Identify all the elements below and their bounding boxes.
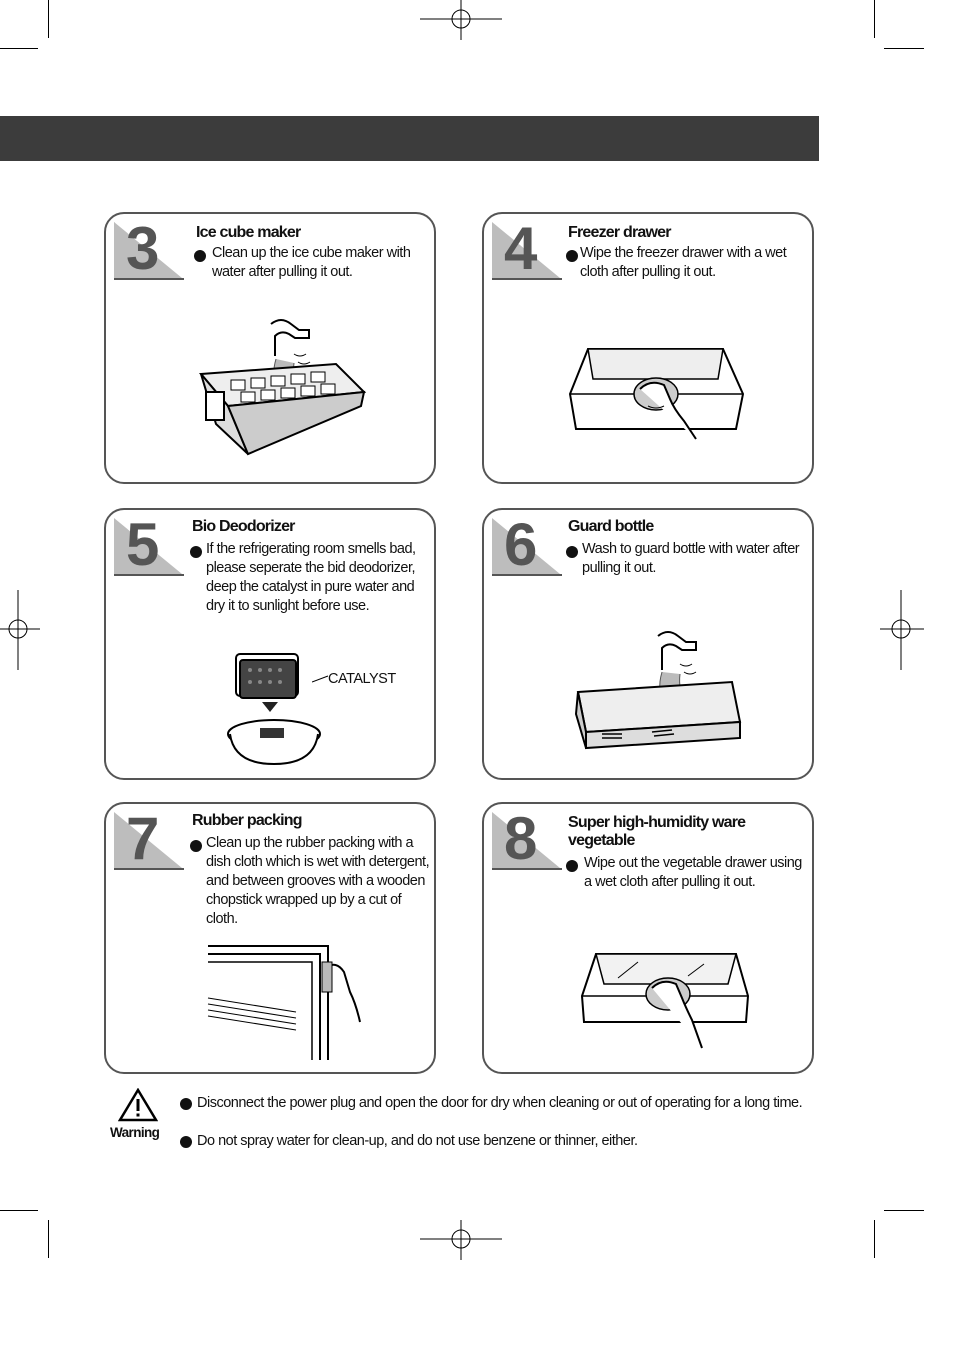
panel-text: Wash to guard bottle with water after pulling it out. bbox=[582, 541, 800, 576]
step-number: 4 bbox=[504, 215, 536, 282]
panel-text: Wipe the freezer drawer with a wet cloth after pulling it out. bbox=[580, 245, 787, 280]
registration-mark-top bbox=[420, 0, 502, 40]
bullet-icon bbox=[180, 1136, 192, 1148]
panel-text: Wipe out the vegetable drawer using a wet cloth after pulling it out. bbox=[584, 855, 802, 890]
panel-bio-deodorizer bbox=[104, 508, 436, 780]
step-number: 5 bbox=[126, 511, 158, 578]
step-number-block bbox=[492, 511, 562, 578]
catalyst-pointer bbox=[312, 674, 332, 684]
warning-icon bbox=[118, 1088, 158, 1122]
step-number: 6 bbox=[504, 511, 536, 578]
crop-mark bbox=[48, 1220, 49, 1258]
step-number-block bbox=[114, 215, 184, 282]
bullet-icon bbox=[566, 860, 578, 872]
panel-guard-bottle bbox=[482, 508, 814, 780]
bullet-icon bbox=[566, 250, 578, 262]
warning-label: Warning bbox=[110, 1125, 160, 1140]
panel-text: Clean up the rubber packing with a dish cloth which is wet with detergent, and between grooves with a wooden chopstick wrapped up by a cut of cloth. bbox=[206, 835, 430, 927]
registration-mark-right bbox=[880, 590, 924, 670]
panel-super-high-humidity bbox=[482, 802, 814, 1074]
rubber-packing-illustration bbox=[206, 942, 366, 1064]
panel-freezer-drawer bbox=[482, 212, 814, 484]
header-bar bbox=[0, 116, 819, 161]
panel-title: Rubber packing bbox=[192, 812, 302, 829]
panel-ice-cube-maker bbox=[104, 212, 436, 484]
crop-mark bbox=[0, 1210, 38, 1211]
guard-bottle-illustration bbox=[572, 622, 747, 757]
crop-mark bbox=[884, 48, 924, 49]
panel-title: Freezer drawer bbox=[568, 224, 671, 241]
bullet-icon bbox=[190, 546, 202, 558]
crop-mark bbox=[0, 48, 38, 49]
catalyst-label: CATALYST bbox=[328, 671, 396, 687]
panel-title: Bio Deodorizer bbox=[192, 518, 295, 535]
deodorizer-illustration bbox=[226, 650, 336, 770]
step-number-block bbox=[114, 511, 184, 578]
freezer-drawer-illustration bbox=[568, 344, 748, 459]
step-number: 3 bbox=[126, 215, 158, 282]
panel-title: Ice cube maker bbox=[196, 224, 301, 241]
bullet-icon bbox=[180, 1098, 192, 1110]
bullet-icon bbox=[194, 250, 206, 262]
warning-item: Do not spray water for clean-up, and do not use benzene or thinner, either. bbox=[197, 1133, 638, 1149]
vegetable-drawer-illustration bbox=[578, 948, 758, 1060]
panel-rubber-packing bbox=[104, 802, 436, 1074]
panel-title: Super high-humidity ware vegetable bbox=[568, 814, 746, 849]
step-number-block bbox=[492, 805, 562, 872]
crop-mark bbox=[874, 0, 875, 38]
registration-mark-left bbox=[0, 590, 40, 670]
ice-tray-illustration bbox=[196, 314, 376, 464]
crop-mark bbox=[48, 0, 49, 38]
bullet-icon bbox=[566, 546, 578, 558]
bullet-icon bbox=[190, 840, 202, 852]
step-number-block bbox=[492, 215, 562, 282]
panel-text: Clean up the ice cube maker with water after pulling it out. bbox=[212, 245, 411, 280]
step-number-block bbox=[114, 805, 184, 872]
step-number: 8 bbox=[504, 805, 536, 872]
step-number: 7 bbox=[126, 805, 158, 872]
panel-text: If the refrigerating room smells bad, please seperate the bid deodorizer, deep the catalyst in pure water and dry it to sunlight before use. bbox=[206, 541, 416, 614]
crop-mark bbox=[874, 1220, 875, 1258]
warning-item: Disconnect the power plug and open the door for dry when cleaning or out of operating for a long time. bbox=[197, 1095, 803, 1111]
registration-mark-bottom bbox=[420, 1220, 502, 1260]
crop-mark bbox=[884, 1210, 924, 1211]
panel-title: Guard bottle bbox=[568, 518, 654, 535]
